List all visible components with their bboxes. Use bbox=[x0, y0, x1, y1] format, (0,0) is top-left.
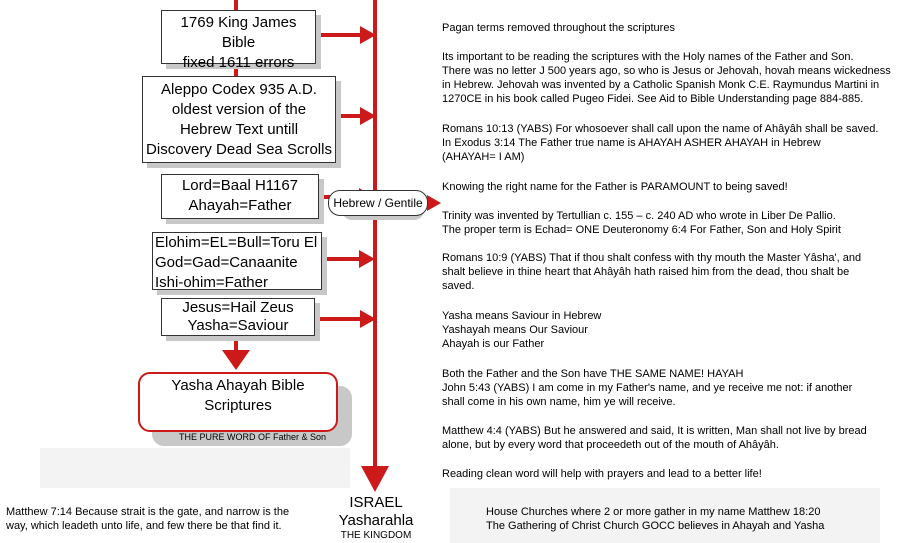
box-line: Lord=Baal H1167 bbox=[181, 177, 299, 194]
arrow-right-icon bbox=[427, 195, 441, 211]
arrow-right-icon bbox=[336, 107, 378, 125]
box-line: oldest version of the bbox=[171, 101, 307, 118]
note-pagan-terms bbox=[442, 21, 675, 35]
note-line: Yashayah means Our Saviour bbox=[442, 324, 588, 336]
note-line: Romans 10:9 (YABS) That if thou shalt confess with thy mouth the Master Yâsha', and bbox=[442, 252, 862, 264]
box-line: fixed 1611 errors bbox=[182, 54, 295, 71]
box-line: Yasha Ahayah Bible bbox=[171, 377, 305, 394]
flow-arrow-down-icon bbox=[222, 340, 250, 370]
box-line: Aleppo Codex 935 A.D. bbox=[161, 81, 317, 98]
box-line: Ahayah=Father bbox=[188, 197, 292, 214]
final-scriptures-box bbox=[138, 372, 338, 432]
note-line: Matthew 7:14 Because strait is the gate, and narrow is the bbox=[6, 506, 290, 518]
matthew-7-14-note bbox=[6, 505, 289, 533]
israel-title: ISRAEL bbox=[349, 494, 403, 511]
note-yasha-meaning bbox=[442, 309, 601, 351]
box-line: Hebrew Text untill bbox=[179, 121, 299, 138]
note-line: Trinity was invented by Tertullian c. 155 – c. 240 AD who wrote in Liber De Pallio. bbox=[442, 210, 836, 222]
note-line: way, which leadeth unto life, and few there be that find it. bbox=[6, 520, 282, 532]
note-line: Romans 10:13 (YABS) For whosoever shall call upon the name of Ahâyâh shall be saved. bbox=[442, 123, 879, 135]
box-line: Yasha=Saviour bbox=[187, 317, 289, 334]
box-line: Ishi-ohim=Father bbox=[155, 274, 268, 291]
background-panel bbox=[40, 448, 350, 488]
flow-box-lord-baal bbox=[161, 174, 319, 219]
note-line: Its important to be reading the scriptures with the Holy names of the Father and Son. bbox=[442, 51, 854, 63]
box-line: Jesus=Hail Zeus bbox=[182, 299, 294, 316]
arrow-right-icon bbox=[316, 26, 378, 44]
note-line: Yasha means Saviour in Hebrew bbox=[442, 310, 602, 322]
note-line: (AHAYAH= I AM) bbox=[442, 151, 525, 163]
note-line: in Hebrew. Jehovah was invented by a Catholic Spanish Monk C.E. Raymundus Martini in bbox=[442, 79, 880, 91]
israel-subtitle: Yasharahla bbox=[338, 512, 414, 529]
note-line: The Gathering of Christ Church GOCC believes in Ahayah and Yasha bbox=[486, 520, 825, 532]
note-romans-10-9 bbox=[442, 251, 861, 293]
flow-box-jesus-yasha bbox=[161, 298, 315, 336]
main-arrow-down-icon bbox=[361, 466, 389, 494]
final-box-caption: THE PURE WORD OF Father & Son bbox=[179, 432, 327, 442]
note-line: Reading clean word will help with prayers and lead to a better life! bbox=[442, 468, 762, 480]
flow-box-kjv bbox=[161, 10, 316, 71]
note-line: shall come in his own name, him ye will receive. bbox=[442, 396, 676, 408]
junction-label: Hebrew / Gentile bbox=[328, 190, 428, 216]
note-holy-names bbox=[442, 50, 891, 106]
arrow-right-icon bbox=[319, 250, 377, 268]
note-line: House Churches where 2 or more gather in my name Matthew 18:20 bbox=[486, 506, 821, 518]
note-line: There was no letter J 500 years ago, so who is Jesus or Jehovah, hovah means wickedness bbox=[442, 65, 891, 77]
note-clean-word bbox=[442, 467, 762, 481]
note-line: shalt believe in thine heart that Ahâyâh hath raised him from the dead, thou shalt be bbox=[442, 266, 850, 278]
note-line: Ahayah is our Father bbox=[442, 338, 545, 350]
note-line: 1270CE in his book called Pugeo Fidei. See Aid to Bible Understanding page 884-885. bbox=[442, 93, 864, 105]
note-line: Matthew 4:4 (YABS) But he answered and said, It is written, Man shall not live by bread bbox=[442, 425, 867, 437]
note-same-name bbox=[442, 367, 852, 409]
note-line: Pagan terms removed throughout the scriptures bbox=[442, 22, 675, 34]
box-line: God=Gad=Canaanite bbox=[155, 254, 298, 271]
note-line: Knowing the right name for the Father is PARAMOUNT to being saved! bbox=[442, 181, 788, 193]
note-right-name bbox=[442, 180, 788, 194]
note-matthew-4-4 bbox=[442, 424, 867, 452]
main-timeline-line bbox=[373, 0, 377, 472]
note-line: saved. bbox=[442, 280, 475, 292]
arrow-right-icon bbox=[314, 310, 378, 328]
note-trinity bbox=[442, 209, 841, 237]
note-line: The proper term is Echad= ONE Deuteronomy 6:4 For Father, Son and Holy Spirit bbox=[442, 224, 841, 236]
note-romans-10-13 bbox=[442, 122, 878, 164]
note-line: alone, but by every word that proceedeth out of the mouth of Ahâyâh. bbox=[442, 439, 779, 451]
note-line: Both the Father and the Son have THE SAME NAME! HAYAH bbox=[442, 368, 744, 380]
flow-box-aleppo bbox=[142, 76, 336, 163]
box-line: Scriptures bbox=[204, 397, 272, 414]
box-line: Discovery Dead Sea Scrolls bbox=[146, 141, 332, 158]
box-line: 1769 King James Bible bbox=[180, 14, 297, 51]
note-line: In Exodus 3:14 The Father true name is AHAYAH ASHER AHAYAH in Hebrew bbox=[442, 137, 821, 149]
flow-box-elohim bbox=[152, 232, 322, 290]
israel-tagline: THE KINGDOM bbox=[340, 530, 412, 541]
footer-notes bbox=[486, 505, 824, 533]
box-line: Elohim=EL=Bull=Toru El bbox=[155, 234, 318, 251]
israel-block bbox=[330, 494, 422, 542]
note-line: John 5:43 (YABS) I am come in my Father's name, and ye receive me not: if another bbox=[442, 382, 853, 394]
